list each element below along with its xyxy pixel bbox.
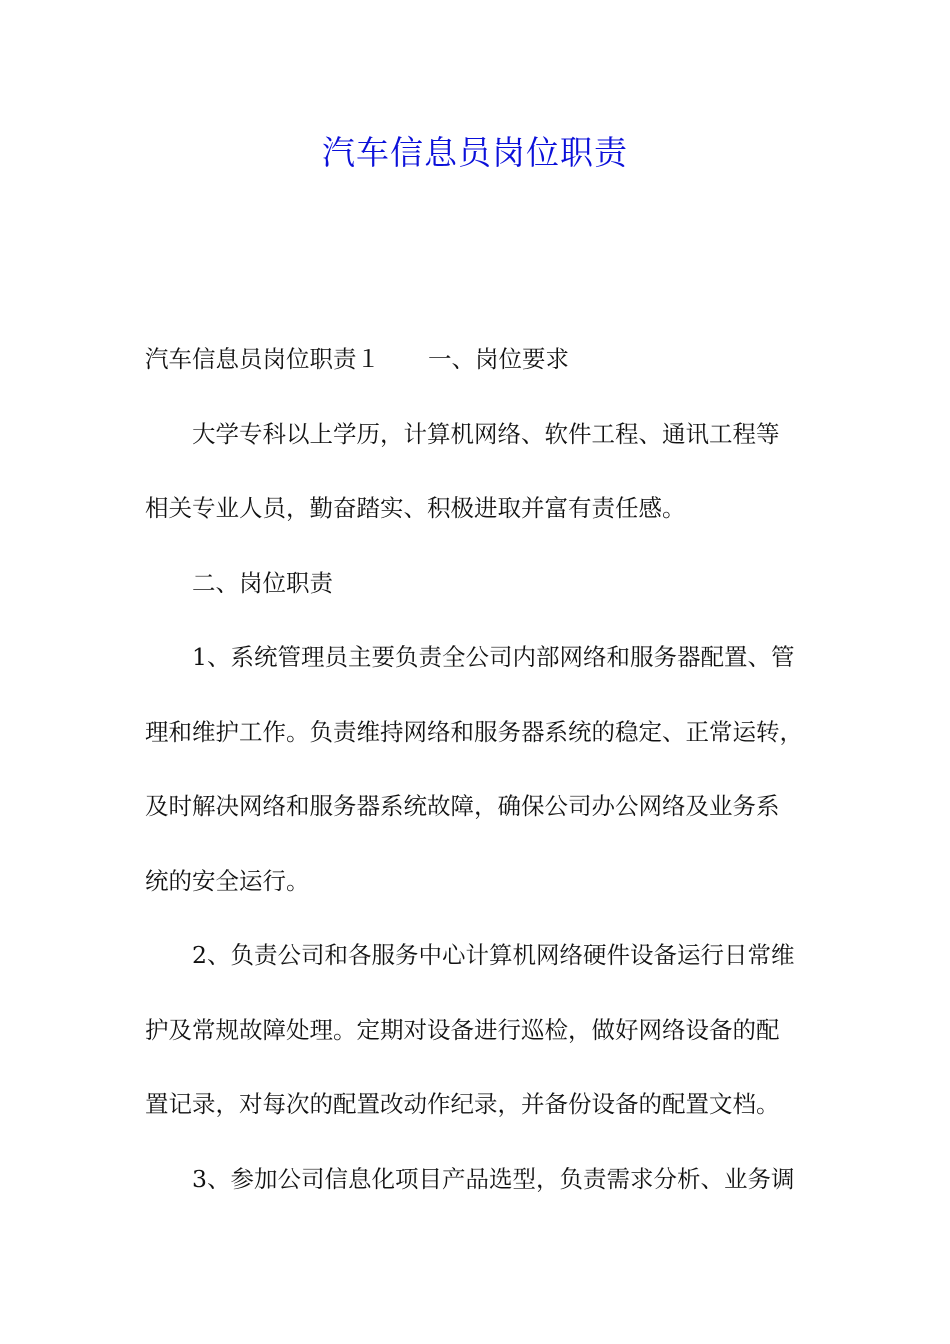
document-body — [145, 334, 810, 1228]
section-heading: 汽车信息员岗位职责１ — [145, 345, 380, 373]
paragraph-line: 置记录，对每次的配置改动作纪录，并备份设备的配置文档。 — [145, 1090, 780, 1118]
subsection-heading: 一、岗位要求 — [428, 345, 569, 373]
paragraph-line: 二、岗位职责 — [192, 568, 333, 597]
paragraph-line: 相关专业人员，勤奋踏实、积极进取并富有责任感。 — [145, 494, 686, 522]
paragraph-line — [145, 334, 810, 409]
paragraph-line: 2、负责公司和各服务中心计算机网络硬件设备运行日常维 — [192, 941, 795, 969]
paragraph-line: 大学专科以上学历，计算机网络、软件工程、通讯工程等 — [192, 419, 780, 448]
paragraph-line: 统的安全运行。 — [145, 866, 310, 895]
document-title: 汽车信息员岗位职责 — [322, 133, 628, 172]
paragraph-line: 及时解决网络和服务器系统故障，确保公司办公网络及业务系 — [145, 792, 780, 820]
paragraph-line: 1、系统管理员主要负责全公司内部网络和服务器配置、管 — [192, 643, 795, 671]
paragraph-line: 护及常规故障处理。定期对设备进行巡检，做好网络设备的配 — [145, 1015, 780, 1044]
paragraph-line: 理和维护工作。负责维持网络和服务器系统的稳定、正常运转， — [145, 717, 803, 746]
paragraph-line: 3、参加公司信息化项目产品选型，负责需求分析、业务调 — [192, 1164, 795, 1193]
